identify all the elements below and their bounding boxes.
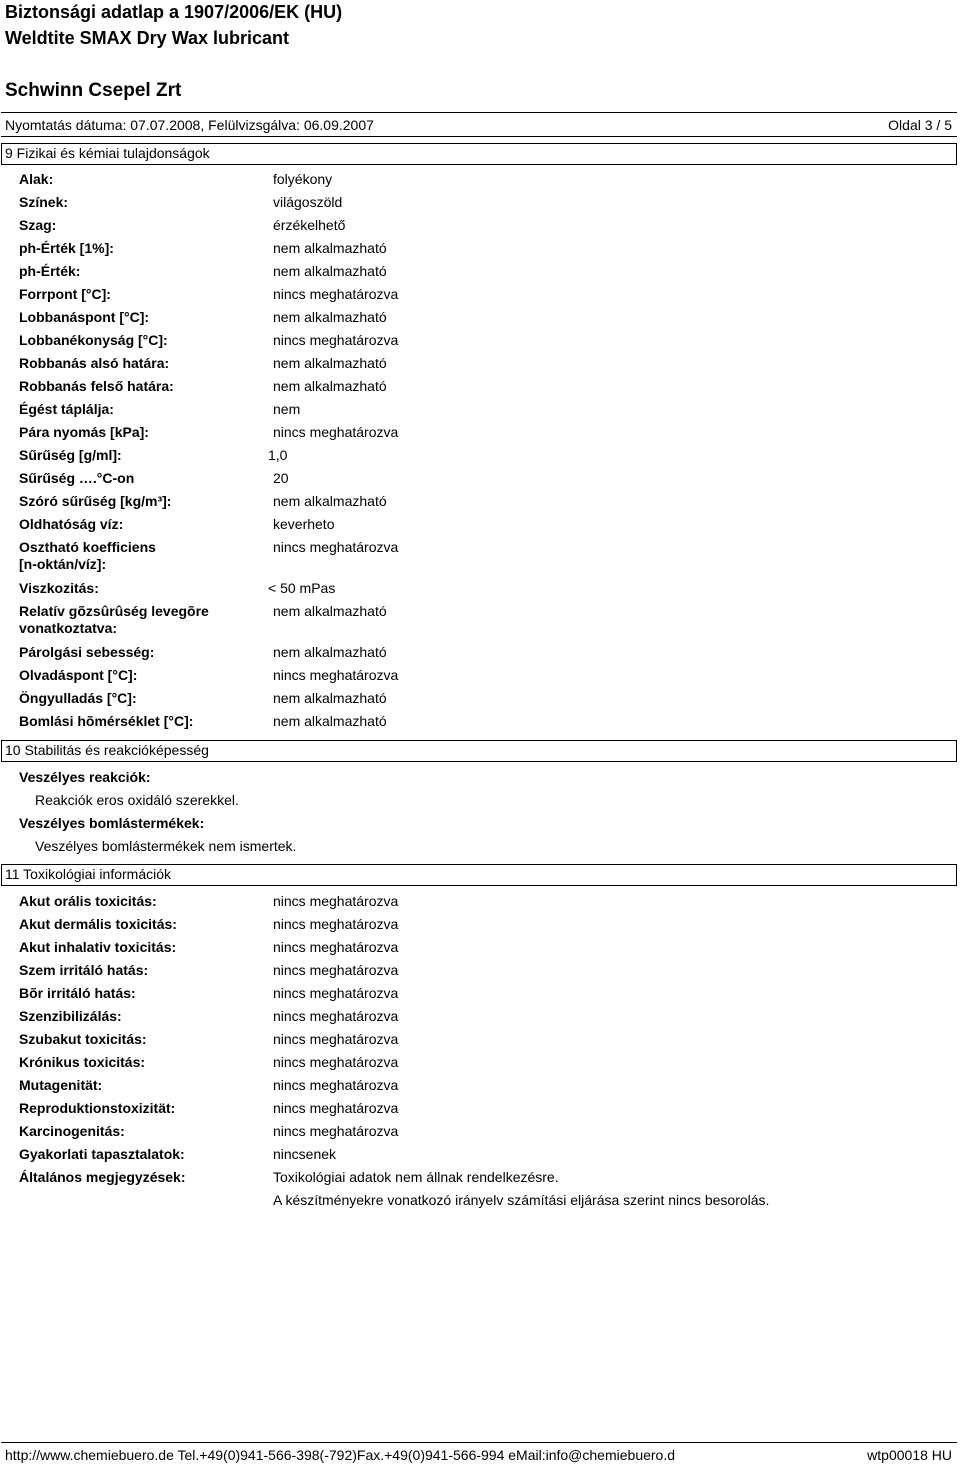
property-value: nem alkalmazható	[273, 378, 387, 394]
property-value: nincs meghatározva	[273, 1031, 399, 1047]
property-value: nincs meghatározva	[273, 286, 399, 302]
property-label-continued: [n-oktán/víz]:	[19, 556, 107, 572]
section-10-header	[1, 740, 957, 762]
property-value: nem	[273, 401, 301, 417]
property-label: Szubakut toxicitás:	[19, 1031, 147, 1047]
property-value: < 50 mPas	[268, 580, 336, 596]
property-label: Alak:	[19, 171, 54, 187]
print-info-bar	[1, 112, 957, 137]
property-label: Pára nyomás [kPa]:	[19, 424, 149, 440]
property-value: nincs meghatározva	[273, 1077, 399, 1093]
property-label: ph-Érték [1%]:	[19, 240, 114, 256]
property-label: Öngyulladás [°C]:	[19, 690, 137, 706]
page-footer	[1, 1442, 957, 1466]
property-label: Szem irritáló hatás:	[19, 962, 149, 978]
product-name: Weldtite SMAX Dry Wax lubricant	[5, 28, 290, 48]
property-label: Szenzibilizálás:	[19, 1008, 122, 1024]
property-label: Relatív gõzsûrûség levegõre	[19, 603, 209, 619]
property-label: Akut orális toxicitás:	[19, 893, 157, 909]
property-value: világoszöld	[273, 194, 343, 210]
property-value: nem alkalmazható	[273, 603, 387, 619]
property-value: nincs meghatározva	[273, 962, 399, 978]
document-title: Biztonsági adatlap a 1907/2006/EK (HU)	[5, 2, 343, 22]
property-value: nem alkalmazható	[273, 690, 387, 706]
property-value: keverheto	[273, 516, 335, 532]
property-value: 20	[273, 470, 289, 486]
property-value: nincs meghatározva	[273, 893, 399, 909]
property-value: nem alkalmazható	[273, 309, 387, 325]
property-value: nem alkalmazható	[273, 263, 387, 279]
property-value: Toxikológiai adatok nem állnak rendelkezésre.	[273, 1169, 559, 1185]
property-label: Égést táplálja:	[19, 401, 114, 417]
print-date: Nyomtatás dátuma: 07.07.2008, Felülvizsgálva: 06.09.2007	[5, 117, 374, 133]
property-label: Szóró sűrűség [kg/m³]:	[19, 493, 172, 509]
property-label: Színek:	[19, 194, 69, 210]
section-11-header	[1, 864, 957, 886]
decomposition-products-text: Veszélyes bomlástermékek nem ismertek.	[35, 838, 297, 854]
property-label: ph-Érték:	[19, 263, 81, 279]
property-value: nem alkalmazható	[273, 355, 387, 371]
property-value: nincs meghatározva	[273, 916, 399, 932]
property-value: folyékony	[273, 171, 333, 187]
property-value: nincs meghatározva	[273, 1100, 399, 1116]
property-label: Krónikus toxicitás:	[19, 1054, 146, 1070]
property-label: Sűrűség [g/ml]:	[19, 447, 122, 463]
property-label: Oldhatóság víz:	[19, 516, 124, 532]
property-label: Bõr irritáló hatás:	[19, 985, 136, 1001]
company-name: Schwinn Csepel Zrt	[5, 80, 182, 101]
property-value: érzékelhető	[273, 217, 346, 233]
property-label: Párolgási sebesség:	[19, 644, 155, 660]
property-label: Akut inhalativ toxicitás:	[19, 939, 177, 955]
property-value: nincs meghatározva	[273, 539, 399, 555]
property-label: Robbanás alsó határa:	[19, 355, 170, 371]
property-value: nincs meghatározva	[273, 1008, 399, 1024]
property-label: Forrpont [°C]:	[19, 286, 111, 302]
property-label: Lobbanáspont [°C]:	[19, 309, 150, 325]
property-value: nem alkalmazható	[273, 644, 387, 660]
property-label: Mutagenität:	[19, 1077, 103, 1093]
property-label: Robbanás felső határa:	[19, 378, 174, 394]
property-label: Lobbanékonyság [°C]:	[19, 332, 168, 348]
footer-code: wtp00018 HU	[867, 1447, 952, 1463]
property-value: nincs meghatározva	[273, 1123, 399, 1139]
property-label: Viszkozitás:	[19, 580, 99, 596]
property-value: nem alkalmazható	[273, 240, 387, 256]
property-value: nincs meghatározva	[273, 332, 399, 348]
property-value: nem alkalmazható	[273, 493, 387, 509]
property-label: Általános megjegyzések:	[19, 1169, 186, 1185]
property-value: nincs meghatározva	[273, 667, 399, 683]
property-value: nem alkalmazható	[273, 713, 387, 729]
hazardous-reactions-text: Reakciók eros oxidáló szerekkel.	[35, 792, 239, 808]
property-value: 1,0	[268, 447, 288, 463]
property-label: Sűrűség ….°C-on	[19, 470, 135, 486]
property-value: nincs meghatározva	[273, 985, 399, 1001]
property-value: nincs meghatározva	[273, 424, 399, 440]
page-number: Oldal 3 / 5	[888, 117, 952, 133]
section-9-title: 9 Fizikai és kémiai tulajdonságok	[5, 145, 210, 161]
footer-contact: http://www.chemiebuero.de Tel.+49(0)941-566-398(-792)Fax.+49(0)941-566-994 eMail:info@chemiebuero.d	[5, 1447, 676, 1463]
section-10-title: 10 Stabilitás és reakcióképesség	[5, 742, 209, 758]
property-label: Reproduktionstoxizität:	[19, 1100, 176, 1116]
property-label: Szag:	[19, 217, 57, 233]
property-label: Osztható koefficiens	[19, 539, 156, 555]
property-label: Gyakorlati tapasztalatok:	[19, 1146, 185, 1162]
section-11-title: 11 Toxikológiai információk	[5, 866, 172, 882]
property-label-continued: vonatkoztatva:	[19, 620, 118, 636]
property-label: Olvadáspont [°C]:	[19, 667, 138, 683]
property-label: Akut dermális toxicitás:	[19, 916, 177, 932]
property-label: Karcinogenitás:	[19, 1123, 125, 1139]
property-value: nincs meghatározva	[273, 939, 399, 955]
property-value: nincs meghatározva	[273, 1054, 399, 1070]
property-value: nincsenek	[273, 1146, 337, 1162]
decomposition-products-label: Veszélyes bomlástermékek:	[19, 815, 205, 831]
hazardous-reactions-label: Veszélyes reakciók:	[19, 769, 151, 785]
property-label: Bomlási hõmérséklet [°C]:	[19, 713, 194, 729]
property-value-continued: A készítményekre vonatkozó irányelv számítási eljárása szerint nincs besorolás.	[273, 1192, 770, 1208]
section-9-header	[1, 143, 957, 165]
